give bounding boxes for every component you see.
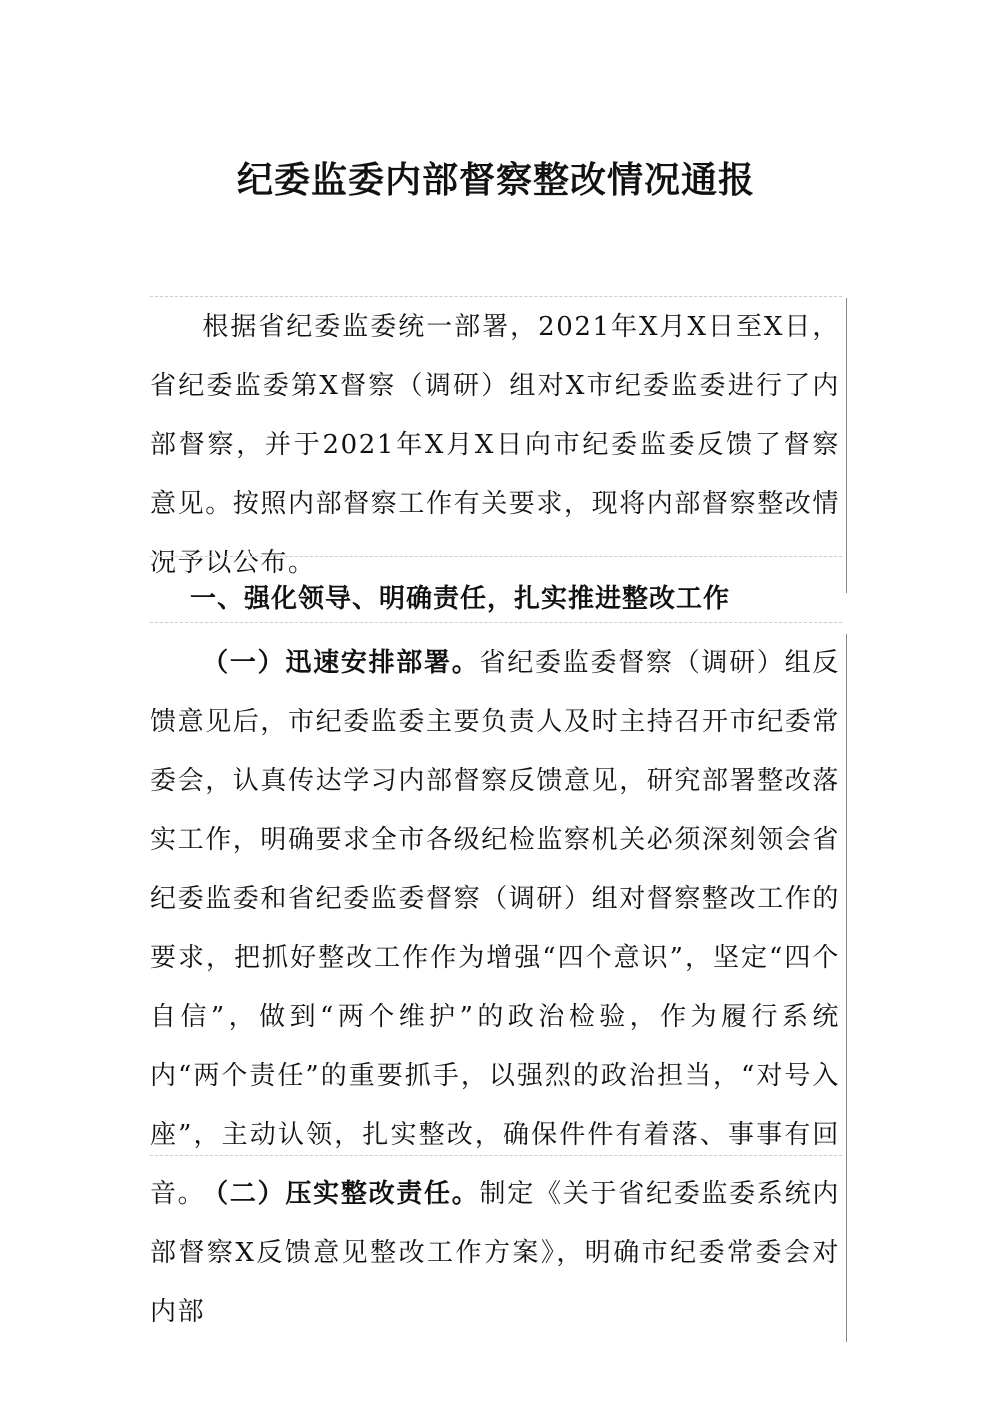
separator-line (150, 556, 842, 557)
separator-line (150, 1155, 842, 1156)
separator-line (150, 296, 842, 297)
intro-paragraph (150, 298, 847, 593)
item-1-paragraph (150, 634, 847, 1224)
item-1-text: 省纪委监委督察（调研）组反馈意见后，市纪委监委主要负责人及时主持召开市纪委常委会，认真传达学习内部督察反馈意见，研究部署整改落实工作，明确要求全市各级纪检监察机关必须深刻领会省纪委监委和省纪委监委督察（调研）组对督察整改工作的要求，把抓好整改工作作为增强“四个意识”，坚定“四个自信”，做到“两个维护”的政治检验，作为履行系统内“两个责任”的重要抓手，以强烈的政治担当，“对号入座”，主动认领，扎实整改，确保件件有着落、事事有回音。 (150, 648, 841, 1209)
item-2-lead: （二）压实整改责任。 (202, 1179, 480, 1209)
item-1-lead: （一）迅速安排部署。 (202, 648, 480, 678)
section-heading: 一、强化领导、明确责任，扎实推进整改工作 (190, 584, 731, 614)
item-2-paragraph (150, 1165, 847, 1342)
document-title: 纪委监委内部督察整改情况通报 (236, 159, 755, 201)
item-2-text: 制定《关于省纪委监委系统内部督察X反馈意见整改工作方案》，明确市纪委常委会对内部 (150, 1179, 840, 1327)
intro-text: 根据省纪委监委统一部署，2021年X月X日至X日，省纪委监委第X督察（调研）组对X市纪委监委进行了内部督察，并于2021年X月X日向市纪委监委反馈了督察意见。按照内部督察工作有关要求，现将内部督察整改情况予以公布。 (150, 312, 841, 578)
separator-line (150, 622, 842, 623)
